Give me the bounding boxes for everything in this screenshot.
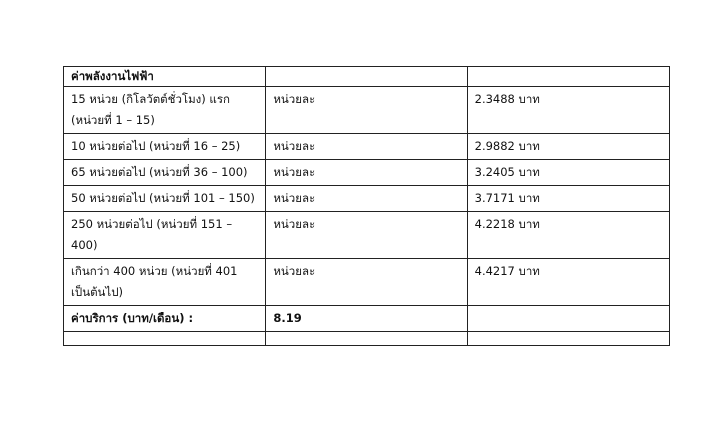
service-charge-row	[64, 306, 670, 332]
unit-cell: หน่วยละ	[266, 87, 467, 134]
range-cell: 10 หน่วยต่อไป (หน่วยที่ 16 – 25)	[64, 134, 266, 160]
header-cell-3	[467, 67, 669, 87]
unit-cell: หน่วยละ	[266, 160, 467, 186]
range-cell: 15 หน่วย (กิโลวัตต์ชั่วโมง) แรก (หน่วยที่ 1 – 15)	[64, 87, 266, 134]
table-header-row	[64, 67, 670, 87]
empty-cell	[467, 332, 669, 346]
range-cell: 250 หน่วยต่อไป (หน่วยที่ 151 – 400)	[64, 212, 266, 259]
empty-cell	[266, 332, 467, 346]
service-charge-value: 8.19	[266, 306, 467, 332]
unit-cell: หน่วยละ	[266, 212, 467, 259]
price-cell: 2.9882 บาท	[467, 134, 669, 160]
empty-row	[64, 332, 670, 346]
price-cell: 4.2218 บาท	[467, 212, 669, 259]
unit-cell: หน่วยละ	[266, 134, 467, 160]
table-row	[64, 186, 670, 212]
unit-cell: หน่วยละ	[266, 186, 467, 212]
header-title: ค่าพลังงานไฟฟ้า	[64, 67, 266, 87]
table-row	[64, 134, 670, 160]
price-cell: 4.4217 บาท	[467, 259, 669, 306]
range-cell: เกินกว่า 400 หน่วย (หน่วยที่ 401 เป็นต้นไป)	[64, 259, 266, 306]
range-cell: 50 หน่วยต่อไป (หน่วยที่ 101 – 150)	[64, 186, 266, 212]
price-cell: 3.7171 บาท	[467, 186, 669, 212]
table-row	[64, 160, 670, 186]
table-row	[64, 87, 670, 134]
service-charge-cell-3	[467, 306, 669, 332]
price-cell: 2.3488 บาท	[467, 87, 669, 134]
range-cell: 65 หน่วยต่อไป (หน่วยที่ 36 – 100)	[64, 160, 266, 186]
unit-cell: หน่วยละ	[266, 259, 467, 306]
service-charge-label: ค่าบริการ (บาท/เดือน) :	[64, 306, 266, 332]
price-cell: 3.2405 บาท	[467, 160, 669, 186]
header-cell-2	[266, 67, 467, 87]
table-row	[64, 212, 670, 259]
electricity-rate-table	[63, 66, 670, 346]
table-row	[64, 259, 670, 306]
empty-cell	[64, 332, 266, 346]
